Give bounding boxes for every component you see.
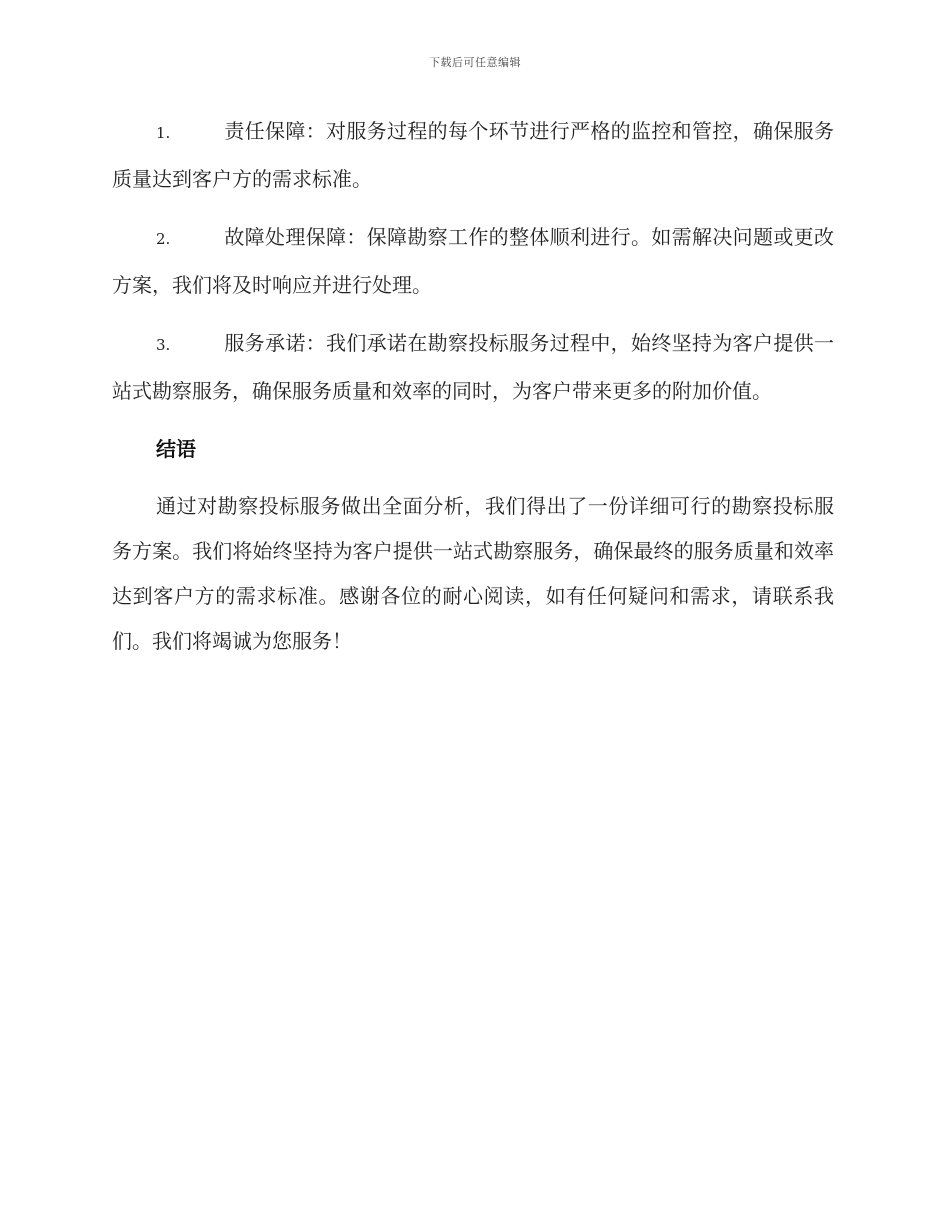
list-item-text: 责任保障：对服务过程的每个环节进行严格的监控和管控，确保服务质量达到客户方的需求标准。 xyxy=(112,119,834,191)
section-heading-conclusion: 结语 xyxy=(156,437,196,461)
conclusion-paragraph: 通过对勘察投标服务做出全面分析，我们得出了一份详细可行的勘察投标服务方案。我们将始终坚持为客户提供一站式勘察服务，确保最终的服务质量和效率达到客户方的需求标准。感谢各位的耐心阅读，如有任何疑问和需求，请联系我们。我们将竭诚为您服务！ xyxy=(112,494,834,653)
list-item-text: 服务承诺：我们承诺在勘察投标服务过程中，始终坚持为客户提供一站式勘察服务，确保服务质量和效率的同时，为客户带来更多的附加价值。 xyxy=(112,331,834,403)
header-note: 下载后可任意编辑 xyxy=(429,56,521,69)
document-body xyxy=(112,108,834,664)
list-item xyxy=(112,320,834,414)
list-item-number: 1. xyxy=(156,124,171,142)
list-item xyxy=(112,214,834,308)
list-item xyxy=(112,108,834,202)
list-item-text: 故障处理保障：保障勘察工作的整体顺利进行。如需解决问题或更改方案，我们将及时响应并进行处理。 xyxy=(112,225,834,297)
list-item-number: 2. xyxy=(156,230,171,248)
list-item-number: 3. xyxy=(156,336,171,354)
